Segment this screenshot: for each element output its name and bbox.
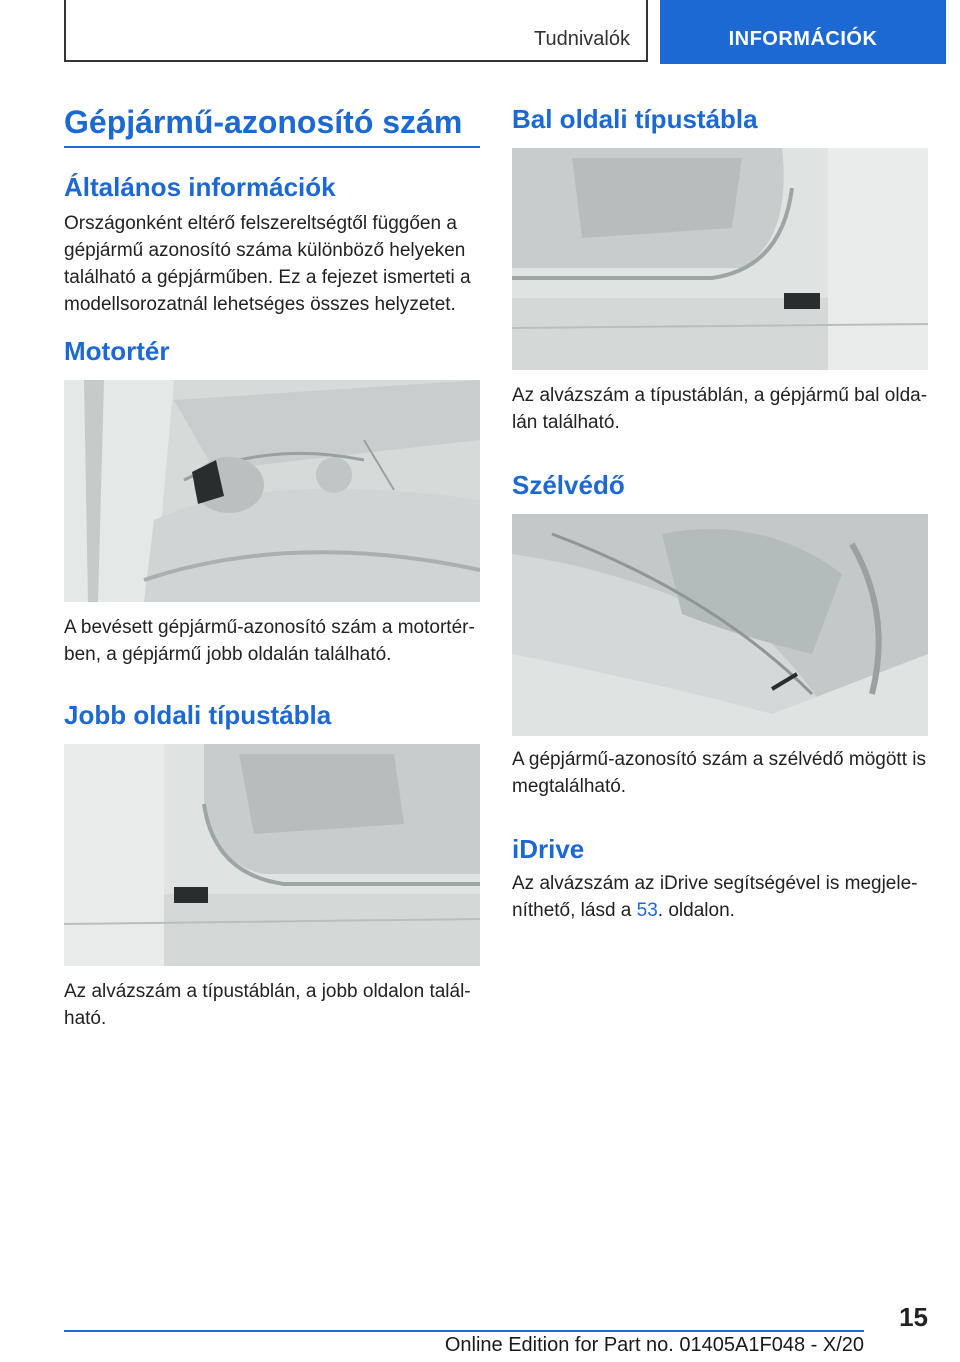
- text-idrive-after: . oldalon.: [657, 900, 735, 921]
- text-left-plate: Az alvázszám a típustáblán, a gépjármű bal olda-lán található.: [512, 385, 928, 433]
- title-rule: [64, 146, 480, 148]
- section-tab-label: INFORMÁCIÓK: [728, 28, 878, 50]
- left-plate-photo: [512, 148, 928, 370]
- text-windshield: A gépjármű-azonosító szám a szélvédő mögött is megtalálható.: [512, 749, 926, 797]
- page-title: Gépjármű-azonosító szám: [64, 104, 463, 140]
- heading-right-plate: Jobb oldali típustábla: [64, 700, 332, 730]
- text-engine: A bevésett gépjármű-azonosító szám a motortér-ben, a gépjármű jobb oldalán található.: [64, 617, 475, 665]
- footer-edition: Online Edition for Part no. 01405A1F048 - X/20: [444, 1334, 864, 1356]
- engine-bay-photo: [64, 380, 480, 602]
- left-door-sill-illustration: [512, 148, 928, 370]
- windshield-illustration: [512, 514, 928, 736]
- page-link-53[interactable]: 53: [636, 900, 658, 921]
- header-tabs: [64, 0, 946, 64]
- text-idrive: [512, 870, 928, 924]
- right-door-sill-illustration: [64, 744, 480, 966]
- section-tab[interactable]: [660, 0, 946, 64]
- windshield-photo: [512, 514, 928, 736]
- chapter-tab[interactable]: [64, 0, 648, 62]
- right-plate-photo: [64, 744, 480, 966]
- page-number: 15: [899, 1302, 928, 1332]
- heading-idrive: iDrive: [512, 834, 585, 864]
- heading-windshield: Szélvédő: [512, 470, 625, 500]
- heading-general: Általános információk: [64, 172, 336, 202]
- footer-rule: [64, 1330, 864, 1332]
- text-general: Országonként eltérő felszereltségtől függően a gépjármű azonosító száma különböző helyeken található a gépjárműben. Ez a fejezet ismerteti a modellsorozatnál lehetséges összes helyzetet.: [64, 213, 471, 315]
- text-idrive-before: Az alvázszám az iDrive segítségével is megjele-níthető, lásd a: [512, 873, 918, 921]
- text-right-plate: Az alvázszám a típustáblán, a jobb oldalon talál-ható.: [64, 981, 471, 1029]
- engine-bay-illustration: [64, 380, 480, 602]
- chapter-tab-label: Tudnivalók: [534, 28, 630, 50]
- heading-left-plate: Bal oldali típustábla: [512, 104, 758, 134]
- heading-engine: Motortér: [64, 336, 170, 366]
